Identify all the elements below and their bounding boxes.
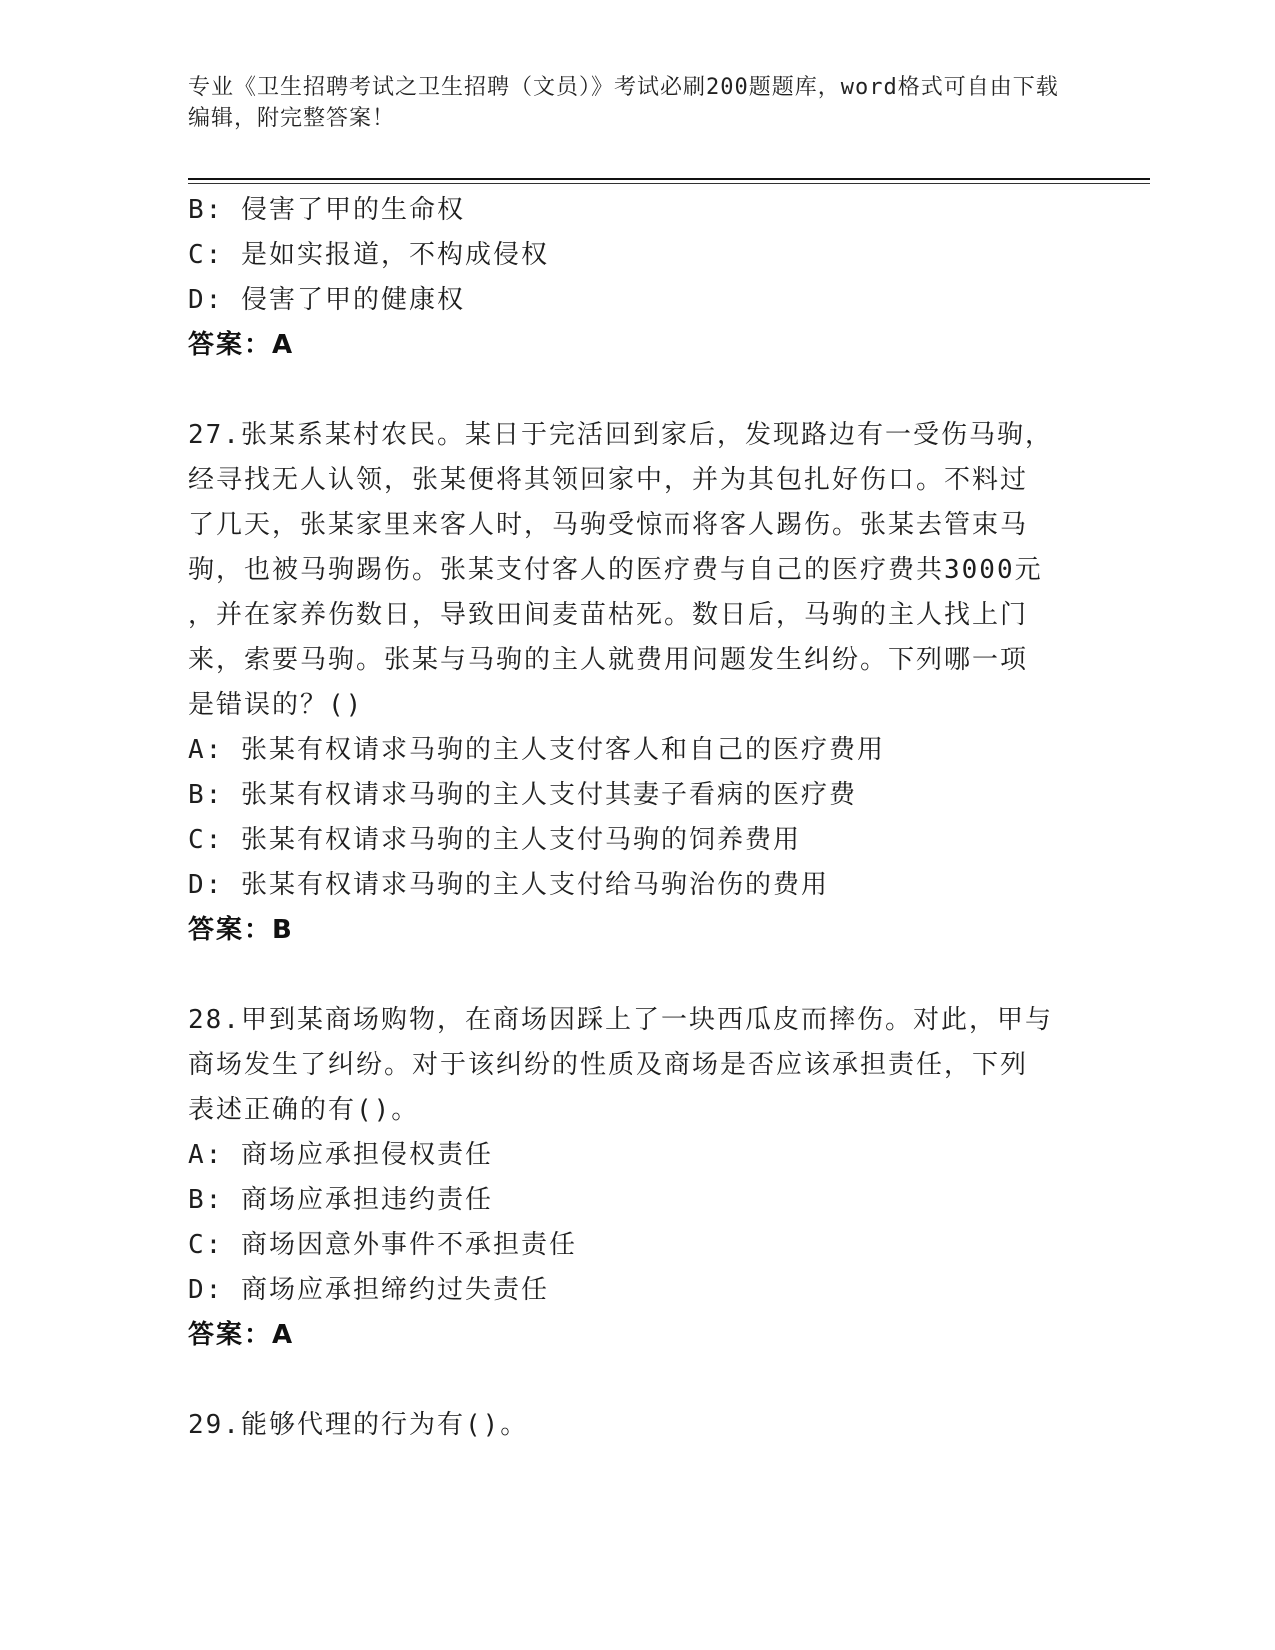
option-b: B: 商场应承担违约责任: [188, 1185, 493, 1215]
question-stem-line: 驹，也被马驹踢伤。张某支付客人的医疗费与自己的医疗费共3000元: [188, 555, 1043, 585]
option-d: D: 商场应承担缔约过失责任: [188, 1275, 549, 1305]
option-b: B: 张某有权请求马驹的主人支付其妻子看病的医疗费: [188, 780, 857, 810]
question-stem-line: 经寻找无人认领，张某便将其领回家中，并为其包扎好伤口。不料过: [188, 465, 1029, 495]
question-26-tail: [188, 188, 1068, 368]
question-29: [188, 1403, 1068, 1448]
option-c: C: 张某有权请求马驹的主人支付马驹的饲养费用: [188, 825, 801, 855]
question-stem-line: 商场发生了纠纷。对于该纠纷的性质及商场是否应该承担责任，下列: [188, 1050, 1029, 1080]
spacer: [188, 1358, 1068, 1403]
question-stem-line: 了几天，张某家里来客人时，马驹受惊而将客人踢伤。张某去管束马: [188, 510, 1029, 540]
option-a: A: 商场应承担侵权责任: [188, 1140, 493, 1170]
question-stem-line: 27.张某系某村农民。某日于完活回到家后，发现路边有一受伤马驹，: [188, 420, 1053, 450]
option-c: C: 是如实报道，不构成侵权: [188, 240, 549, 270]
header-rule-thick: [188, 178, 1150, 180]
option-d: D: 侵害了甲的健康权: [188, 285, 465, 315]
spacer: [188, 953, 1068, 998]
spacer: [188, 368, 1068, 413]
answer-line: 答案：A: [188, 330, 295, 360]
option-d: D: 张某有权请求马驹的主人支付给马驹治伤的费用: [188, 870, 829, 900]
answer-line: 答案：A: [188, 1320, 295, 1350]
document-header: 专业《卫生招聘考试之卫生招聘（文员）》考试必刷200题题库，word格式可自由下载编辑，附完整答案！: [188, 75, 1059, 131]
answer-line: 答案：B: [188, 915, 294, 945]
question-28: [188, 998, 1068, 1358]
question-stem-line: ，并在家养伤数日，导致田间麦苗枯死。数日后，马驹的主人找上门: [188, 600, 1029, 630]
question-27: [188, 413, 1068, 953]
document-body: [188, 188, 1068, 1448]
header-rule-thin: [188, 183, 1150, 184]
question-stem-line: 是错误的？(): [188, 690, 364, 720]
option-b: B: 侵害了甲的生命权: [188, 195, 465, 225]
question-stem-line: 28.甲到某商场购物，在商场因踩上了一块西瓜皮而摔伤。对此，甲与: [188, 1005, 1053, 1035]
question-stem-line: 29.能够代理的行为有()。: [188, 1410, 529, 1440]
question-stem-line: 来，索要马驹。张某与马驹的主人就费用问题发生纠纷。下列哪一项: [188, 645, 1029, 675]
option-c: C: 商场因意外事件不承担责任: [188, 1230, 577, 1260]
option-a: A: 张某有权请求马驹的主人支付客人和自己的医疗费用: [188, 735, 885, 765]
question-stem-line: 表述正确的有()。: [188, 1095, 420, 1125]
